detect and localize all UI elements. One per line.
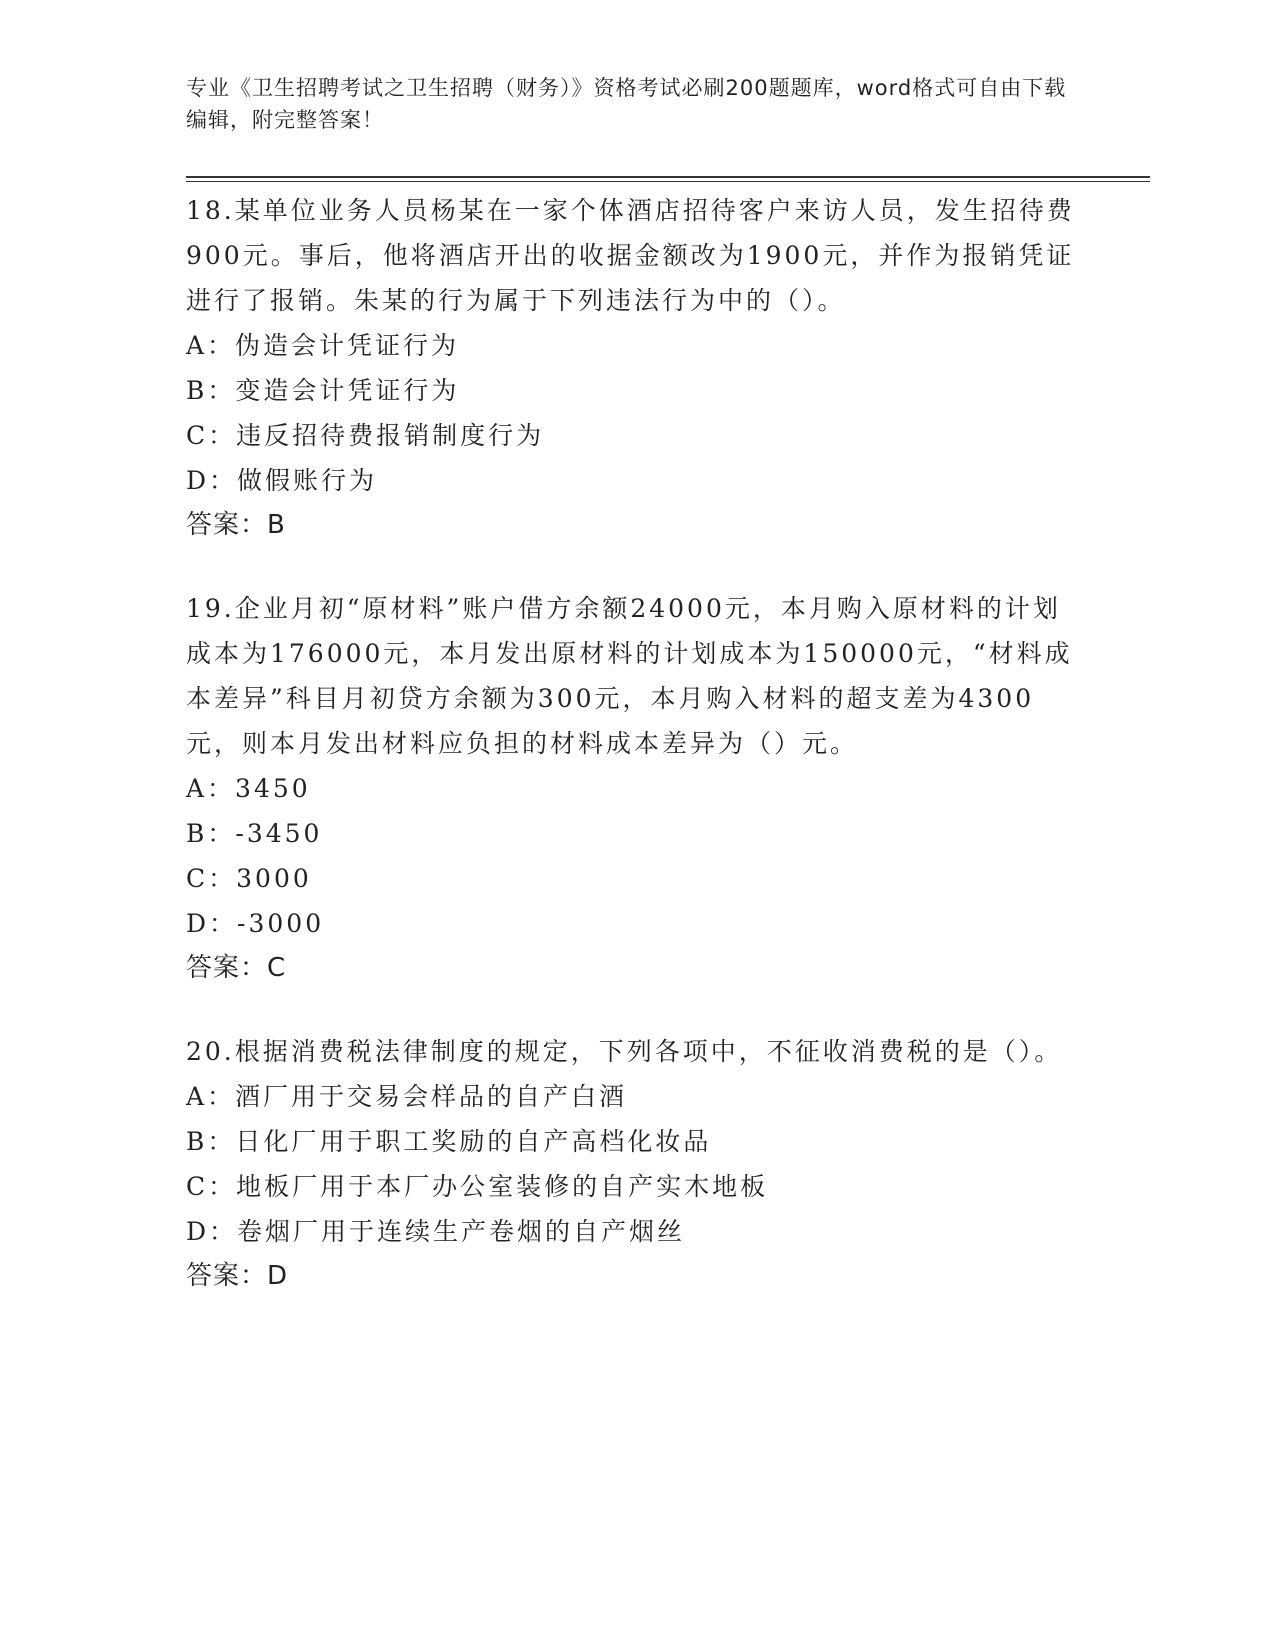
answer-line: 答案：C	[186, 953, 287, 983]
option-d: D：做假账行为	[186, 466, 378, 495]
option-b: B：-3450	[186, 819, 323, 848]
question-text: 19.企业月初“原材料”账户借方余额24000元，本月购入原材料的计划成本为176000元，本月发出原材料的计划成本为150000元，“材料成本差异”科目月初贷方余额为300元，本月购入材料的超支差为4300元，则本月发出材料应负担的材料成本差异为（）元。	[186, 594, 1073, 758]
option-c: C：违反招待费报销制度行为	[186, 421, 545, 450]
document-header: 专业《卫生招聘考试之卫生招聘（财务）》资格考试必刷200题题库，word格式可自由下载编辑，附完整答案！	[186, 76, 1067, 132]
option-a: A：伪造会计凭证行为	[186, 331, 460, 360]
option-a: A：3450	[186, 774, 311, 803]
option-a: A：酒厂用于交易会样品的自产白酒	[186, 1082, 628, 1111]
header-divider-thick	[186, 176, 1150, 178]
option-d: D：-3000	[186, 909, 325, 938]
question-19	[186, 586, 1086, 991]
option-d: D：卷烟厂用于连续生产卷烟的自产烟丝	[186, 1217, 686, 1246]
option-c: C：3000	[186, 864, 312, 893]
answer-line: 答案：B	[186, 510, 286, 540]
question-18	[186, 188, 1086, 548]
question-list	[186, 188, 1086, 1337]
header-divider-thin	[186, 181, 1150, 182]
question-20	[186, 1029, 1086, 1299]
question-text: 20.根据消费税法律制度的规定，下列各项中，不征收消费税的是（）。	[186, 1037, 1063, 1066]
option-b: B：日化厂用于职工奖励的自产高档化妆品	[186, 1127, 712, 1156]
question-text: 18.某单位业务人员杨某在一家个体酒店招待客户来访人员，发生招待费900元。事后，他将酒店开出的收据金额改为1900元，并作为报销凭证进行了报销。朱某的行为属于下列违法行为中的（）。	[186, 196, 1075, 315]
answer-line: 答案：D	[186, 1261, 289, 1291]
option-c: C：地板厂用于本厂办公室装修的自产实木地板	[186, 1172, 769, 1201]
option-b: B：变造会计凭证行为	[186, 376, 460, 405]
